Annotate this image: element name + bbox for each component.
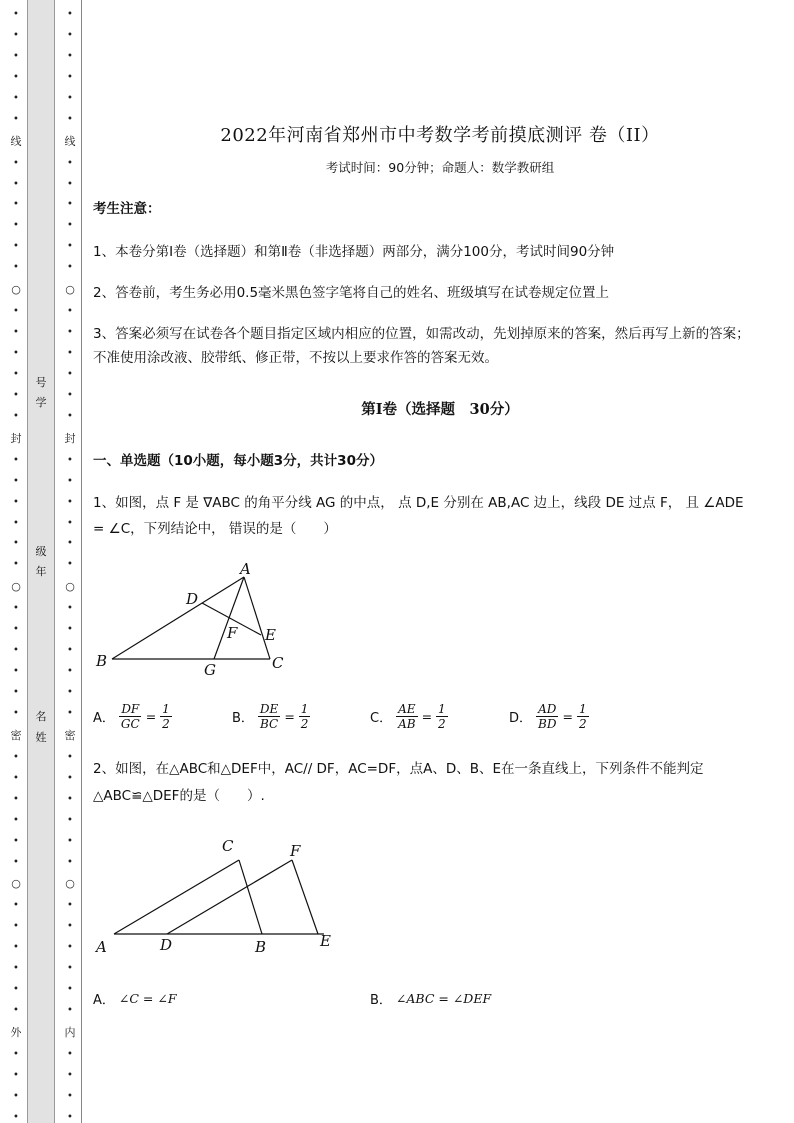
- margin-mark: 封: [64, 431, 76, 445]
- margin-circle: ○: [65, 580, 75, 594]
- fraction: [577, 702, 589, 731]
- margin-dot: •: [67, 410, 73, 422]
- option-letter: D．: [509, 711, 533, 726]
- margin-dot: •: [13, 1048, 19, 1060]
- margin-dot: •: [13, 475, 19, 487]
- q2-option-b[interactable]: [370, 989, 491, 1008]
- margin-dot: •: [13, 157, 19, 169]
- margin-dot: •: [13, 9, 19, 20]
- margin-dot: •: [13, 1005, 19, 1017]
- option-expression: ∠C = ∠F: [118, 991, 177, 1006]
- field-label: 学: [35, 396, 47, 409]
- denominator: AB: [398, 717, 416, 731]
- denominator: GC: [120, 717, 140, 731]
- margin-dot: •: [13, 199, 19, 211]
- numerator: 1: [162, 702, 170, 716]
- margin-dot: •: [67, 751, 73, 763]
- label-e: E: [265, 626, 276, 644]
- margin-dot: •: [13, 368, 19, 380]
- margin-dot: •: [13, 29, 19, 41]
- margin-dot: •: [13, 835, 19, 847]
- label-g: G: [204, 661, 216, 679]
- margin-dot: •: [67, 454, 73, 466]
- notice-item: 3、答案必须写在试卷各个题目指定区域内相应的位置，如需改动，先划掉原来的答案，然后再写上新的答案；不准使用涂改液、胶带纸、修正带，不按以上要求作答的答案无效。: [93, 326, 750, 366]
- margin-dot: •: [13, 921, 19, 933]
- margin-circle: ○: [11, 580, 21, 594]
- fraction: [160, 702, 172, 731]
- equals-sign: =: [284, 709, 295, 724]
- margin-dot: •: [13, 306, 19, 318]
- denominator: 2: [300, 717, 309, 731]
- fraction: [299, 702, 311, 731]
- margin-dot: •: [67, 241, 73, 253]
- margin-dot: •: [67, 1111, 73, 1123]
- equals-sign: =: [145, 709, 157, 724]
- option-letter: A．: [93, 711, 115, 726]
- segment-cb: [239, 860, 262, 934]
- notice-heading: 考生注意：: [93, 201, 161, 217]
- q1-option-d[interactable]: [509, 702, 589, 731]
- margin-dot: •: [13, 687, 19, 698]
- margin-dot: •: [67, 9, 73, 20]
- margin-dot: •: [67, 707, 73, 719]
- fraction: [536, 702, 558, 731]
- margin-dot: •: [13, 942, 19, 954]
- field-label: 年: [35, 565, 47, 578]
- margin-dot: •: [67, 306, 73, 318]
- segment-fe: [292, 860, 318, 934]
- numerator: AD: [538, 702, 557, 716]
- margin-dot: •: [67, 517, 73, 529]
- fraction: [258, 702, 280, 731]
- option-letter: A．: [93, 993, 115, 1008]
- margin-dot: •: [13, 984, 19, 996]
- equals-sign: =: [562, 709, 573, 724]
- margin-dot: •: [67, 793, 73, 805]
- margin-dot: •: [67, 178, 73, 190]
- margin-dot: •: [67, 220, 73, 232]
- q1-option-a[interactable]: [93, 702, 172, 731]
- margin-dot: •: [13, 666, 19, 678]
- option-letter: B．: [232, 711, 254, 726]
- margin-mark: 密: [64, 728, 76, 742]
- margin-circle: ○: [65, 283, 75, 297]
- margin-circle: ○: [65, 877, 75, 891]
- q2-option-a[interactable]: [93, 989, 177, 1008]
- margin-dot: •: [13, 814, 19, 826]
- margin-rule: [81, 0, 82, 1123]
- margin-dot: •: [67, 603, 73, 615]
- field-label: 号: [35, 376, 47, 389]
- margin-dot: •: [13, 220, 19, 232]
- exam-info: 考试时间：90分钟；命题人：数学教研组: [325, 160, 555, 175]
- margin-dot: •: [67, 666, 73, 678]
- margin-dot: •: [13, 178, 19, 190]
- margin-dot: •: [13, 327, 19, 339]
- question-1-text: 1、如图，点 F 是 ∇ABC 的角平分线 AG 的中点， 点 D,E 分别在 AB,AC 边上，线段 DE 过点 F， 且 ∠ADE = ∠C，下列结论中， 错误的是（ ）: [93, 495, 744, 537]
- margin-dot: •: [13, 92, 19, 104]
- margin-dot: •: [67, 624, 73, 636]
- q1-option-b[interactable]: [232, 702, 310, 731]
- numerator: 1: [578, 702, 587, 716]
- equals-sign: =: [421, 709, 433, 724]
- margin-dot: •: [67, 475, 73, 487]
- question-2-text: 2、如图，在△ABC和△DEF中，AC// DF，AC=DF，点A、D、B、E在一条直线上，下列条件不能判定△ABC≌△DEF的是（ ）.: [93, 761, 704, 804]
- margin-dot: •: [67, 496, 73, 508]
- margin-dot: •: [13, 113, 19, 125]
- margin-dot: •: [13, 645, 19, 657]
- margin-dot: •: [13, 348, 19, 359]
- margin-dot: •: [67, 71, 73, 83]
- margin-dot: •: [67, 984, 73, 996]
- numerator: DE: [259, 702, 279, 716]
- margin-dot: •: [67, 113, 73, 125]
- label-b: B: [96, 652, 108, 670]
- margin-dot: •: [67, 559, 73, 571]
- margin-dot: •: [13, 751, 19, 763]
- margin-dot: •: [67, 921, 73, 933]
- margin-dot: •: [13, 1069, 19, 1081]
- label-c: C: [272, 654, 284, 672]
- margin-dot: •: [13, 50, 19, 62]
- margin-dot: •: [13, 538, 19, 550]
- margin-mark: 线: [10, 134, 22, 148]
- margin-dotted-line-left: [5, 0, 27, 1123]
- margin-dot: •: [13, 71, 19, 83]
- numerator: 1: [438, 702, 446, 716]
- margin-dot: •: [67, 92, 73, 104]
- margin-dot: •: [13, 496, 19, 508]
- margin-dot: •: [67, 772, 73, 784]
- fraction: [436, 702, 448, 731]
- margin-dot: •: [67, 1069, 73, 1081]
- label-d: D: [186, 590, 199, 608]
- margin-dotted-line-right: [59, 0, 81, 1123]
- margin-dot: •: [67, 645, 73, 657]
- margin-dot: •: [13, 1090, 19, 1102]
- margin-mark: 封: [10, 431, 22, 445]
- field-label: 名: [35, 710, 47, 723]
- margin-dot: •: [67, 50, 73, 62]
- label-d: D: [160, 936, 173, 954]
- margin-mark: 密: [10, 728, 22, 742]
- margin-dot: •: [67, 29, 73, 41]
- segment-df: [167, 860, 292, 934]
- denominator: 2: [578, 717, 587, 731]
- margin-dot: •: [67, 157, 73, 169]
- margin-mark: 内: [64, 1026, 76, 1039]
- margin-dot: •: [13, 559, 19, 571]
- margin-circle: ○: [11, 283, 21, 297]
- margin-mark: 外: [10, 1026, 22, 1039]
- margin-dot: •: [67, 368, 73, 380]
- margin-dot: •: [13, 1111, 19, 1123]
- page-title: 2022年河南省郑州市中考数学考前摸底测评 卷（II）: [220, 125, 660, 146]
- margin-dot: •: [67, 900, 73, 912]
- label-f: F: [227, 624, 238, 642]
- margin-dot: •: [67, 348, 73, 359]
- margin-dot: •: [13, 410, 19, 422]
- margin-dot: •: [13, 454, 19, 466]
- margin-dot: •: [67, 963, 73, 975]
- numerator: 1: [300, 702, 309, 716]
- label-a: A: [240, 560, 251, 578]
- segment-ab: [112, 577, 244, 659]
- margin-dot: •: [13, 793, 19, 805]
- margin-dot: •: [67, 538, 73, 550]
- question-1-figure: [90, 555, 300, 685]
- fraction: [396, 702, 417, 731]
- margin-dot: •: [67, 1048, 73, 1060]
- notice-item: 2、答卷前，考生务必用0.5毫米黑色签字笔将自己的姓名、班级填写在试卷规定位置上: [93, 285, 610, 301]
- margin-dot: •: [13, 900, 19, 912]
- margin-dot: •: [67, 389, 73, 401]
- margin-dot: •: [67, 262, 73, 274]
- margin-dot: •: [13, 389, 19, 401]
- option-letter: B．: [370, 993, 392, 1008]
- label-c: C: [222, 837, 234, 855]
- label-b: B: [255, 938, 267, 956]
- label-a: A: [96, 938, 107, 956]
- part-heading: 一、单选题（10小题，每小题3分，共计30分）: [93, 453, 383, 469]
- segment-ac: [244, 577, 270, 659]
- margin-dot: •: [67, 199, 73, 211]
- margin-dot: •: [13, 262, 19, 274]
- section-title: 第I卷（选择题 30分）: [361, 401, 519, 418]
- margin-dot: •: [67, 327, 73, 339]
- margin-dot: •: [67, 942, 73, 954]
- margin-dot: •: [13, 603, 19, 615]
- field-label: 级: [35, 545, 47, 558]
- margin-dot: •: [67, 1090, 73, 1102]
- margin-dot: •: [67, 814, 73, 826]
- margin-dot: •: [13, 856, 19, 868]
- margin-dot: •: [13, 624, 19, 636]
- margin-dot: •: [67, 687, 73, 698]
- margin-dot: •: [13, 772, 19, 784]
- option-letter: C．: [370, 711, 393, 726]
- margin-dot: •: [13, 963, 19, 975]
- field-label: 姓: [35, 731, 47, 744]
- notice-item: 1、本卷分第I卷（选择题）和第Ⅱ卷（非选择题）两部分，满分100分，考试时间90分钟: [93, 244, 615, 260]
- fraction: [119, 702, 142, 731]
- denominator: BD: [538, 717, 557, 731]
- margin-dot: •: [67, 1005, 73, 1017]
- segment-ac: [114, 860, 239, 934]
- q1-option-c[interactable]: [370, 702, 448, 731]
- margin-circle: ○: [11, 877, 21, 891]
- question-2-figure: [90, 830, 350, 960]
- student-info-band: [27, 0, 55, 1123]
- denominator: 2: [162, 717, 170, 731]
- margin-dot: •: [67, 856, 73, 868]
- label-f: F: [290, 842, 301, 860]
- denominator: 2: [438, 717, 446, 731]
- margin-dot: •: [67, 835, 73, 847]
- numerator: DF: [121, 702, 140, 716]
- margin-dot: •: [13, 241, 19, 253]
- margin-dot: •: [13, 707, 19, 719]
- margin-dot: •: [13, 517, 19, 529]
- numerator: AE: [398, 702, 416, 716]
- margin-mark: 线: [64, 134, 76, 148]
- option-expression: ∠ABC = ∠DEF: [395, 991, 492, 1006]
- label-e: E: [320, 932, 331, 950]
- denominator: BC: [260, 717, 279, 731]
